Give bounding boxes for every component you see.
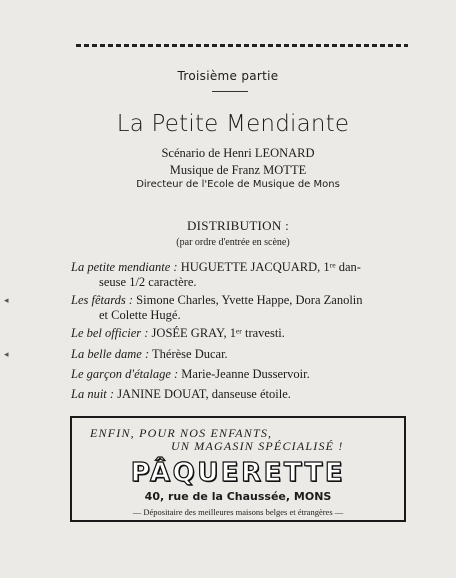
cast-names: Thérèse Ducar. [152, 347, 228, 361]
advert-address: 40, rue de la Chaussée, MONS [144, 490, 332, 503]
cast-role: Le bel officier : [71, 326, 149, 340]
margin-arrow-mark: ◂ [4, 296, 9, 306]
cast-role: Les fêtards : [71, 293, 134, 307]
cast-names: JANINE DOUAT, danseuse étoile. [117, 387, 291, 401]
top-dashed-rule [76, 44, 408, 47]
advert-depot-line: — Dépositaire des meilleures maisons belges et étrangères — [132, 507, 344, 517]
advert-tagline-2: UN MAGASIN SPÉCIALISÉ ! [171, 439, 344, 453]
part-underline [212, 91, 248, 92]
cast-entry [71, 260, 417, 290]
director-credit: Directeur de l'Ecole de Musique de Mons [136, 179, 340, 190]
cast-names-continued: et Colette Hugé. [99, 308, 181, 322]
cast-names: HUGUETTE JACQUARD, 1ʳᵉ dan- [180, 260, 361, 274]
distribution-heading: DISTRIBUTION : [186, 218, 290, 233]
advert-box [70, 416, 406, 522]
cast-role: La belle dame : [71, 347, 150, 361]
cast-entry [71, 347, 417, 362]
cast-names: Marie-Jeanne Dusservoir. [181, 367, 310, 381]
scenario-credit: Scénario de Henri LEONARD [161, 146, 315, 160]
advert-brand: PÂQUERETTE [130, 458, 346, 488]
music-credit: Musique de Franz MOTTE [169, 163, 307, 177]
cast-entry [71, 326, 417, 341]
advert-tagline-1: ENFIN, POUR NOS ENFANTS, [90, 426, 273, 440]
cast-role: La nuit : [71, 387, 115, 401]
cast-names-continued: seuse 1/2 caractère. [99, 275, 197, 289]
margin-arrow-mark: ◂ [4, 350, 9, 360]
cast-role: La petite mendiante : [71, 260, 178, 274]
page-title: La Petite Mendiante [116, 111, 350, 137]
cast-entry [71, 293, 417, 323]
cast-names: JOSÉE GRAY, 1ᵉʳ travesti. [151, 326, 285, 340]
cast-entry [71, 367, 417, 382]
cast-role: Le garçon d'étalage : [71, 367, 179, 381]
distribution-note: (par ordre d'entrée en scène) [176, 237, 290, 248]
part-heading: Troisième partie [177, 69, 279, 83]
cast-entry [71, 387, 417, 402]
cast-names: Simone Charles, Yvette Happe, Dora Zanolin [136, 293, 363, 307]
